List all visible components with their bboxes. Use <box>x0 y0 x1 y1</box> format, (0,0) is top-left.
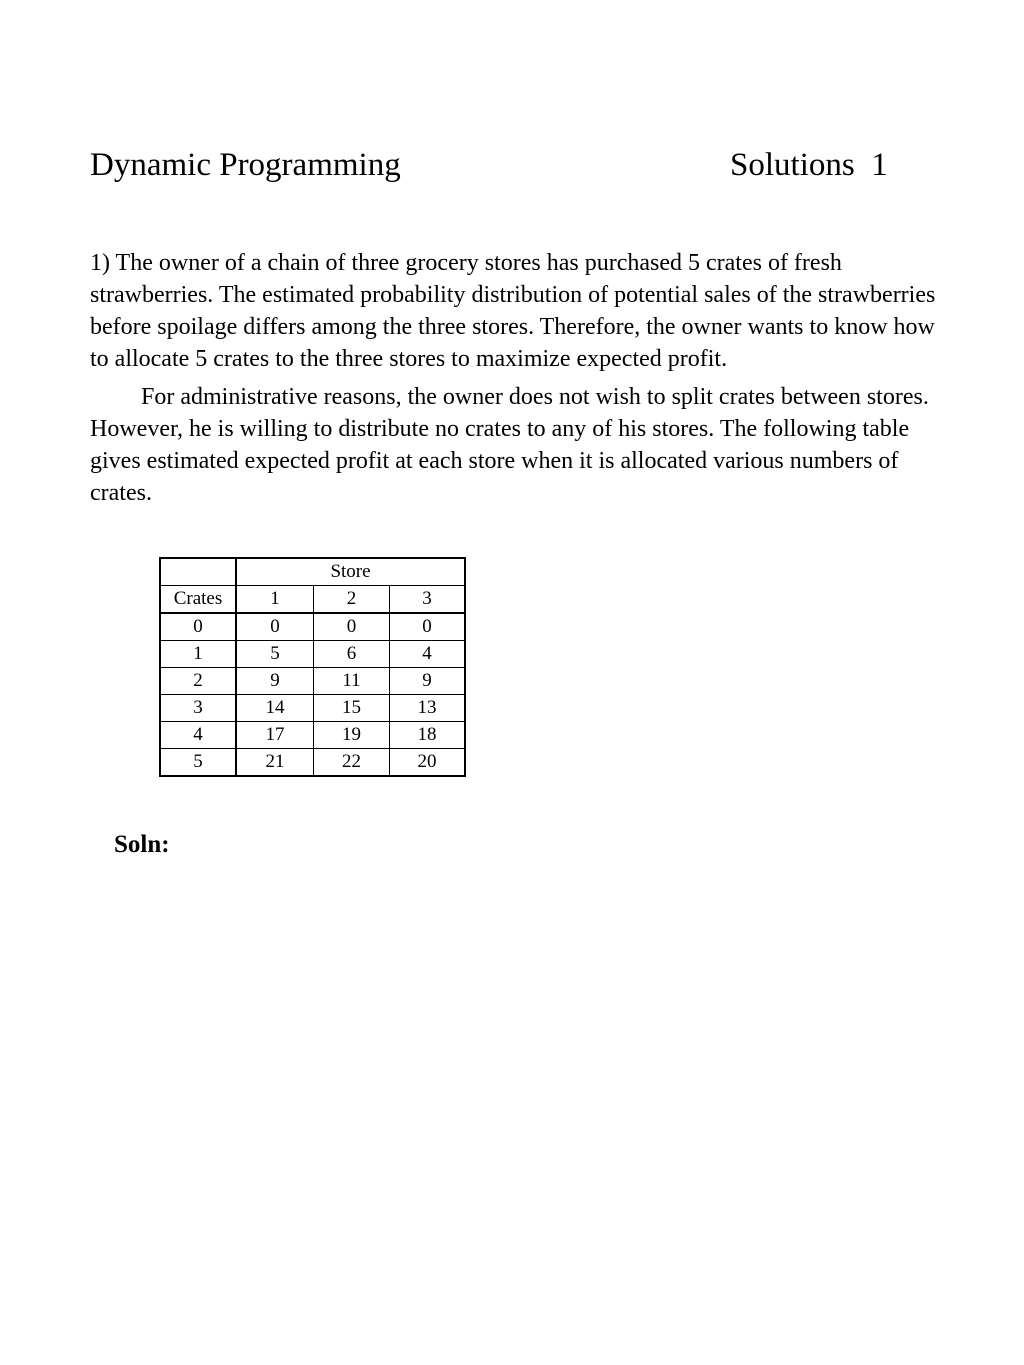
profit-cell: 9 <box>236 668 314 695</box>
page-header <box>90 140 900 190</box>
table-row <box>160 668 465 695</box>
profit-cell: 13 <box>390 695 466 722</box>
solution-label: Soln: <box>114 831 170 858</box>
store-column-header: 3 <box>390 586 466 614</box>
profit-cell: 0 <box>314 613 390 641</box>
crates-cell: 1 <box>160 641 236 668</box>
table-row <box>160 641 465 668</box>
profit-cell: 5 <box>236 641 314 668</box>
crates-header: Crates <box>160 586 236 614</box>
profit-cell: 19 <box>314 722 390 749</box>
profit-cell: 0 <box>390 613 466 641</box>
profit-cell: 22 <box>314 749 390 777</box>
table-header-row-columns <box>160 586 465 614</box>
profit-cell: 18 <box>390 722 466 749</box>
problem-paragraph-2: For administrative reasons, the owner does not wish to split crates between stores. However, he is willing to distribute no crates to any of his stores. The following table gives estimated expected profit at each store when it is allocated various numbers of crates. <box>90 384 929 506</box>
profit-cell: 15 <box>314 695 390 722</box>
store-column-header: 2 <box>314 586 390 614</box>
profit-cell: 21 <box>236 749 314 777</box>
profit-cell: 0 <box>236 613 314 641</box>
table-header-row-group <box>160 558 465 586</box>
profit-cell: 14 <box>236 695 314 722</box>
profit-cell: 17 <box>236 722 314 749</box>
table-corner-cell <box>160 558 236 586</box>
table-row <box>160 722 465 749</box>
table-row <box>160 613 465 641</box>
problem-paragraph-1: 1) The owner of a chain of three grocery stores has purchased 5 crates of fresh strawberries. The estimated probability distribution of potential sales of the strawberries before spoilage differs among the three stores. Therefore, the owner wants to know how to allocate 5 crates to the three stores to maximize expected profit. <box>90 250 936 372</box>
profit-cell: 9 <box>390 668 466 695</box>
crates-cell: 0 <box>160 613 236 641</box>
table-row <box>160 749 465 777</box>
problem-statement <box>90 247 940 509</box>
profit-cell: 4 <box>390 641 466 668</box>
page-title: Dynamic Programming <box>90 147 401 183</box>
profit-cell: 20 <box>390 749 466 777</box>
crates-cell: 3 <box>160 695 236 722</box>
expected-profit-table <box>159 557 466 777</box>
crates-cell: 4 <box>160 722 236 749</box>
profit-cell: 11 <box>314 668 390 695</box>
profit-cell: 6 <box>314 641 390 668</box>
crates-cell: 5 <box>160 749 236 777</box>
page-subtitle: Solutions 1 <box>730 147 888 183</box>
table-row <box>160 695 465 722</box>
crates-cell: 2 <box>160 668 236 695</box>
store-column-header: 1 <box>236 586 314 614</box>
store-group-header: Store <box>236 558 465 586</box>
